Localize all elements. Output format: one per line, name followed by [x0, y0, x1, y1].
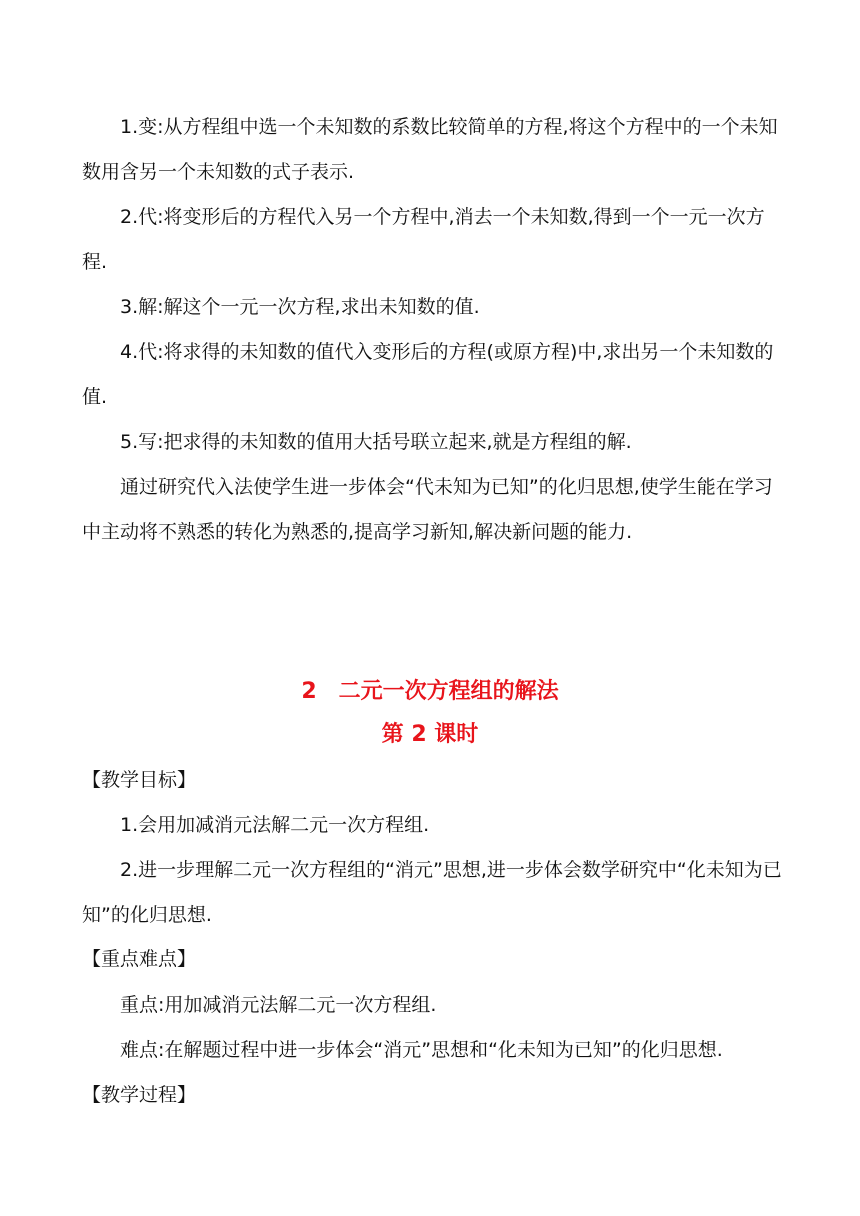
- objective-item-1: 1.会用加减消元法解二元一次方程组.: [120, 814, 430, 836]
- objective-item-2: 2.进一步理解二元一次方程组的“消元”思想,进一步体会数学研究中“化未知为已知”的化归思想.: [82, 859, 782, 926]
- process-header: 【教学过程】: [82, 1084, 197, 1106]
- step-paragraph-2: 2.代:将变形后的方程代入另一个方程中,消去一个未知数,得到一个一元一次方程.: [82, 206, 765, 273]
- lesson-title: 2 二元一次方程组的解法: [301, 679, 559, 704]
- summary-paragraph: 通过研究代入法使学生进一步体会“代未知为已知”的化归思想,使学生能在学习中主动将不熟悉的转化为熟悉的,提高学习新知,解决新问题的能力.: [82, 476, 773, 543]
- step-paragraph-5: 5.写:把求得的未知数的值用大括号联立起来,就是方程组的解.: [120, 431, 632, 453]
- step-paragraph-1: 1.变:从方程组中选一个未知数的系数比较简单的方程,将这个方程中的一个未知数用含另一个未知数的式子表示.: [82, 116, 778, 183]
- key-point-item-1: 重点:用加减消元法解二元一次方程组.: [120, 994, 437, 1016]
- key-points-header: 【重点难点】: [82, 948, 197, 970]
- lesson-subtitle: 第 2 课时: [381, 722, 479, 747]
- objectives-header: 【教学目标】: [82, 769, 197, 791]
- step-paragraph-4: 4.代:将求得的未知数的值代入变形后的方程(或原方程)中,求出另一个未知数的值.: [82, 341, 774, 408]
- step-paragraph-3: 3.解:解这个一元一次方程,求出未知数的值.: [120, 296, 480, 318]
- key-point-item-2: 难点:在解题过程中进一步体会“消元”思想和“化未知为已知”的化归思想.: [120, 1039, 723, 1061]
